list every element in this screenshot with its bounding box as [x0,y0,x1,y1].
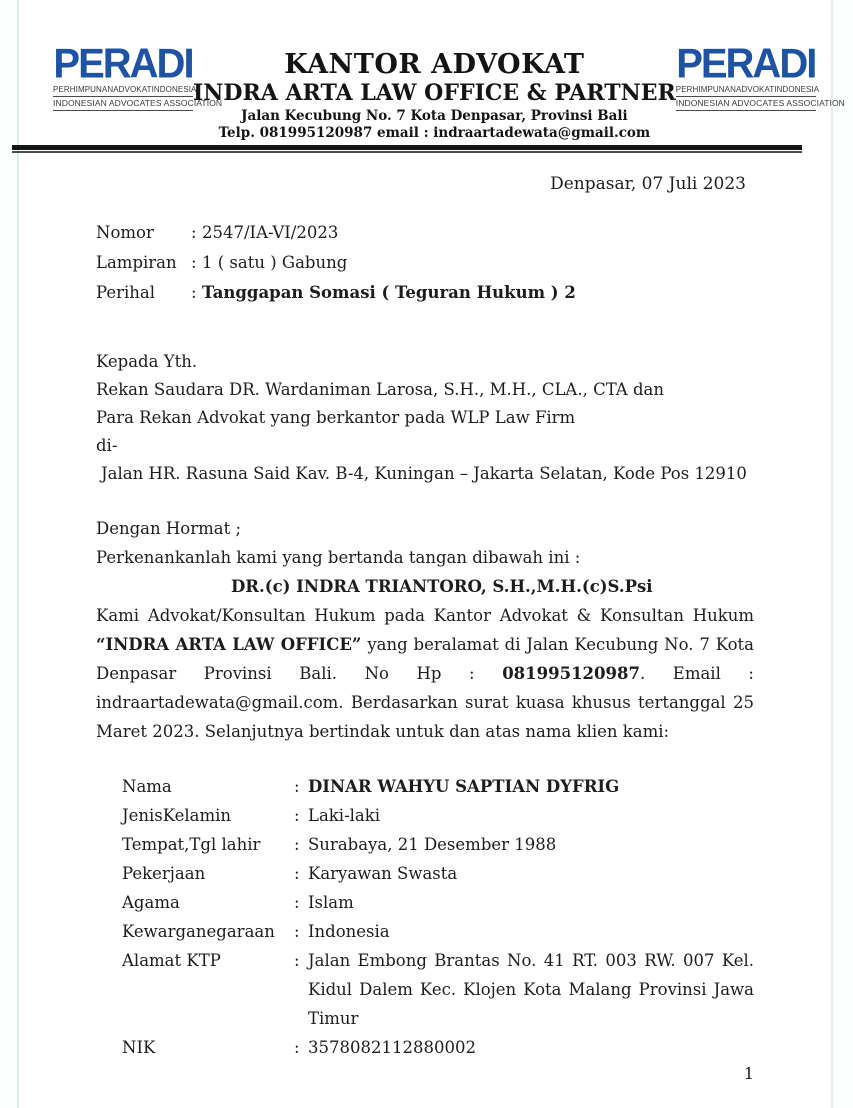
client-row-nama [96,772,754,801]
office-type-title: KANTOR ADVOKAT [284,49,585,80]
ref-row-nomor [96,218,754,248]
divider-thin-line [12,151,802,153]
peradi-logo-right [675,40,845,111]
recipient-line2: Para Rekan Advokat yang berkantor pada WLP Law Firm [96,408,576,427]
ref-row-perihal [96,278,754,308]
colon: : [294,893,300,912]
client-label: NIK [122,1038,156,1057]
paragraph-line-1: Kami Advokat/Konsultan Hukum pada Kantor Advokat & Konsultan Hukum [96,606,754,625]
peradi-logo-left-caption-en [53,97,223,111]
letter-page [17,0,845,1108]
ref-label: Perihal [96,283,156,302]
peradi-logo-left-acronym: PERADI [53,40,193,88]
client-label: Tempat,Tgl lahir [122,835,261,854]
client-value: Laki-laki [308,806,381,825]
office-name-title: INDRA ARTA LAW OFFICE & PARTNER [193,80,676,106]
opening-intro: Perkenankanlah kami yang bertanda tangan dibawah ini : [96,548,581,567]
client-label: Kewarganegaraan [122,922,275,941]
colon: : [294,951,300,970]
client-value: Islam [308,893,354,912]
paragraph-line-2-rest: yang beralamat di Jalan Kecubung No. 7 Kota [367,635,754,654]
divider-thick-line [12,145,802,150]
recipient-line3: di- [96,436,118,455]
logo-caption-word: INDONESIA [151,85,197,94]
client-row-alamat-ktp [96,946,754,1033]
letterhead-center [193,42,676,142]
ref-value: 2547/IA-VI/2023 [202,223,339,242]
client-row-nik [96,1033,754,1062]
client-label: Agama [122,893,180,912]
client-label: JenisKelamin [122,806,232,825]
client-row-jenis-kelamin [96,801,754,830]
paragraph-line-2 [96,630,754,659]
client-value: Indonesia [308,922,390,941]
colon: : [294,922,300,941]
peradi-logo-right-caption-en [675,97,845,111]
letterhead [19,40,845,142]
client-value: Karyawan Swasta [308,864,458,883]
opening-block [96,514,754,746]
colon: : [294,864,300,883]
office-contact: Telp. 081995120987 email : indraartadewata@gmail.com [218,125,651,141]
peradi-logo-right-acronym: PERADI [676,40,816,88]
colon: : [191,253,197,272]
client-name-value: DINAR WAHYU SAPTIAN DYFRIG [308,777,620,796]
logo-caption-word: PERHIMPUNAN [675,85,736,94]
recipient-block [96,348,776,488]
paragraph-line-3 [96,659,754,688]
client-row-agama [96,888,754,917]
paragraph-line-3-post: . Email : [639,664,754,683]
recipient-line1: Rekan Saudara DR. Wardaniman Larosa, S.H., M.H., CLA., CTA dan [96,380,664,399]
peradi-logo-left [53,40,223,111]
logo-caption-word: PERHIMPUNAN [53,85,114,94]
reference-block [96,218,754,308]
client-value: 3578082112880002 [308,1038,476,1057]
client-row-kewarganegaraan [96,917,754,946]
logo-caption-en-text: INDONESIAN ADVOCATES ASSOCIATION [53,98,223,108]
letter-date: Denpasar, 07 Juli 2023 [550,174,746,194]
client-row-tempat-tgl-lahir [96,830,754,859]
logo-caption-word: ADVOKAT [735,85,775,94]
colon: : [191,283,197,302]
colon: : [294,835,300,854]
paragraph-line-3-pre: Denpasar Provinsi Bali. No Hp : [96,664,475,683]
client-identity-block [96,772,754,1062]
client-value: Surabaya, 21 Desember 1988 [308,835,557,854]
client-label: Nama [122,777,172,796]
client-address-value: Jalan Embong Brantas No. 41 RT. 003 RW. 007 Kel. Kidul Dalem Kec. Klojen Kota Malang Provinsi Jawa Timur [308,951,754,1028]
greeting: Dengan Hormat ; [96,519,242,538]
ref-label: Nomor [96,223,154,242]
logo-caption-word: INDONESIA [774,85,820,94]
client-label: Pekerjaan [122,864,206,883]
colon: : [191,223,197,242]
client-row-pekerjaan [96,859,754,888]
logo-caption-word: ADVOKAT [113,85,152,94]
ref-value: 1 ( satu ) Gabung [202,253,348,272]
recipient-salutation: Kepada Yth. [96,352,198,371]
advocate-name: DR.(c) INDRA TRIANTORO, S.H.,M.H.(c)S.Psi [231,577,653,596]
ref-value-subject: Tanggapan Somasi ( Teguran Hukum ) 2 [202,283,576,302]
ref-label: Lampiran [96,253,177,272]
colon: : [294,777,300,796]
ref-row-lampiran [96,248,754,278]
paragraph-line-5: Maret 2023. Selanjutnya bertindak untuk dan atas nama klien kami: [96,722,670,741]
office-address: Jalan Kecubung No. 7 Kota Denpasar, Provinsi Bali [241,108,628,124]
colon: : [294,806,300,825]
paragraph-line-4: indraartadewata@gmail.com. Berdasarkan surat kuasa khusus tertanggal 25 [96,693,754,712]
recipient-address: Jalan HR. Rasuna Said Kav. B-4, Kuningan – Jakarta Selatan, Kode Pos 12910 [101,464,747,483]
phone-number-bold: 081995120987 [502,664,640,683]
client-label: Alamat KTP [122,951,221,970]
page-number: 1 [743,1064,754,1083]
letterhead-divider [12,145,802,153]
logo-caption-en-text: INDONESIAN ADVOCATES ASSOCIATION [675,98,845,108]
colon: : [294,1038,300,1057]
office-name-bold: “INDRA ARTA LAW OFFICE” [96,635,362,654]
